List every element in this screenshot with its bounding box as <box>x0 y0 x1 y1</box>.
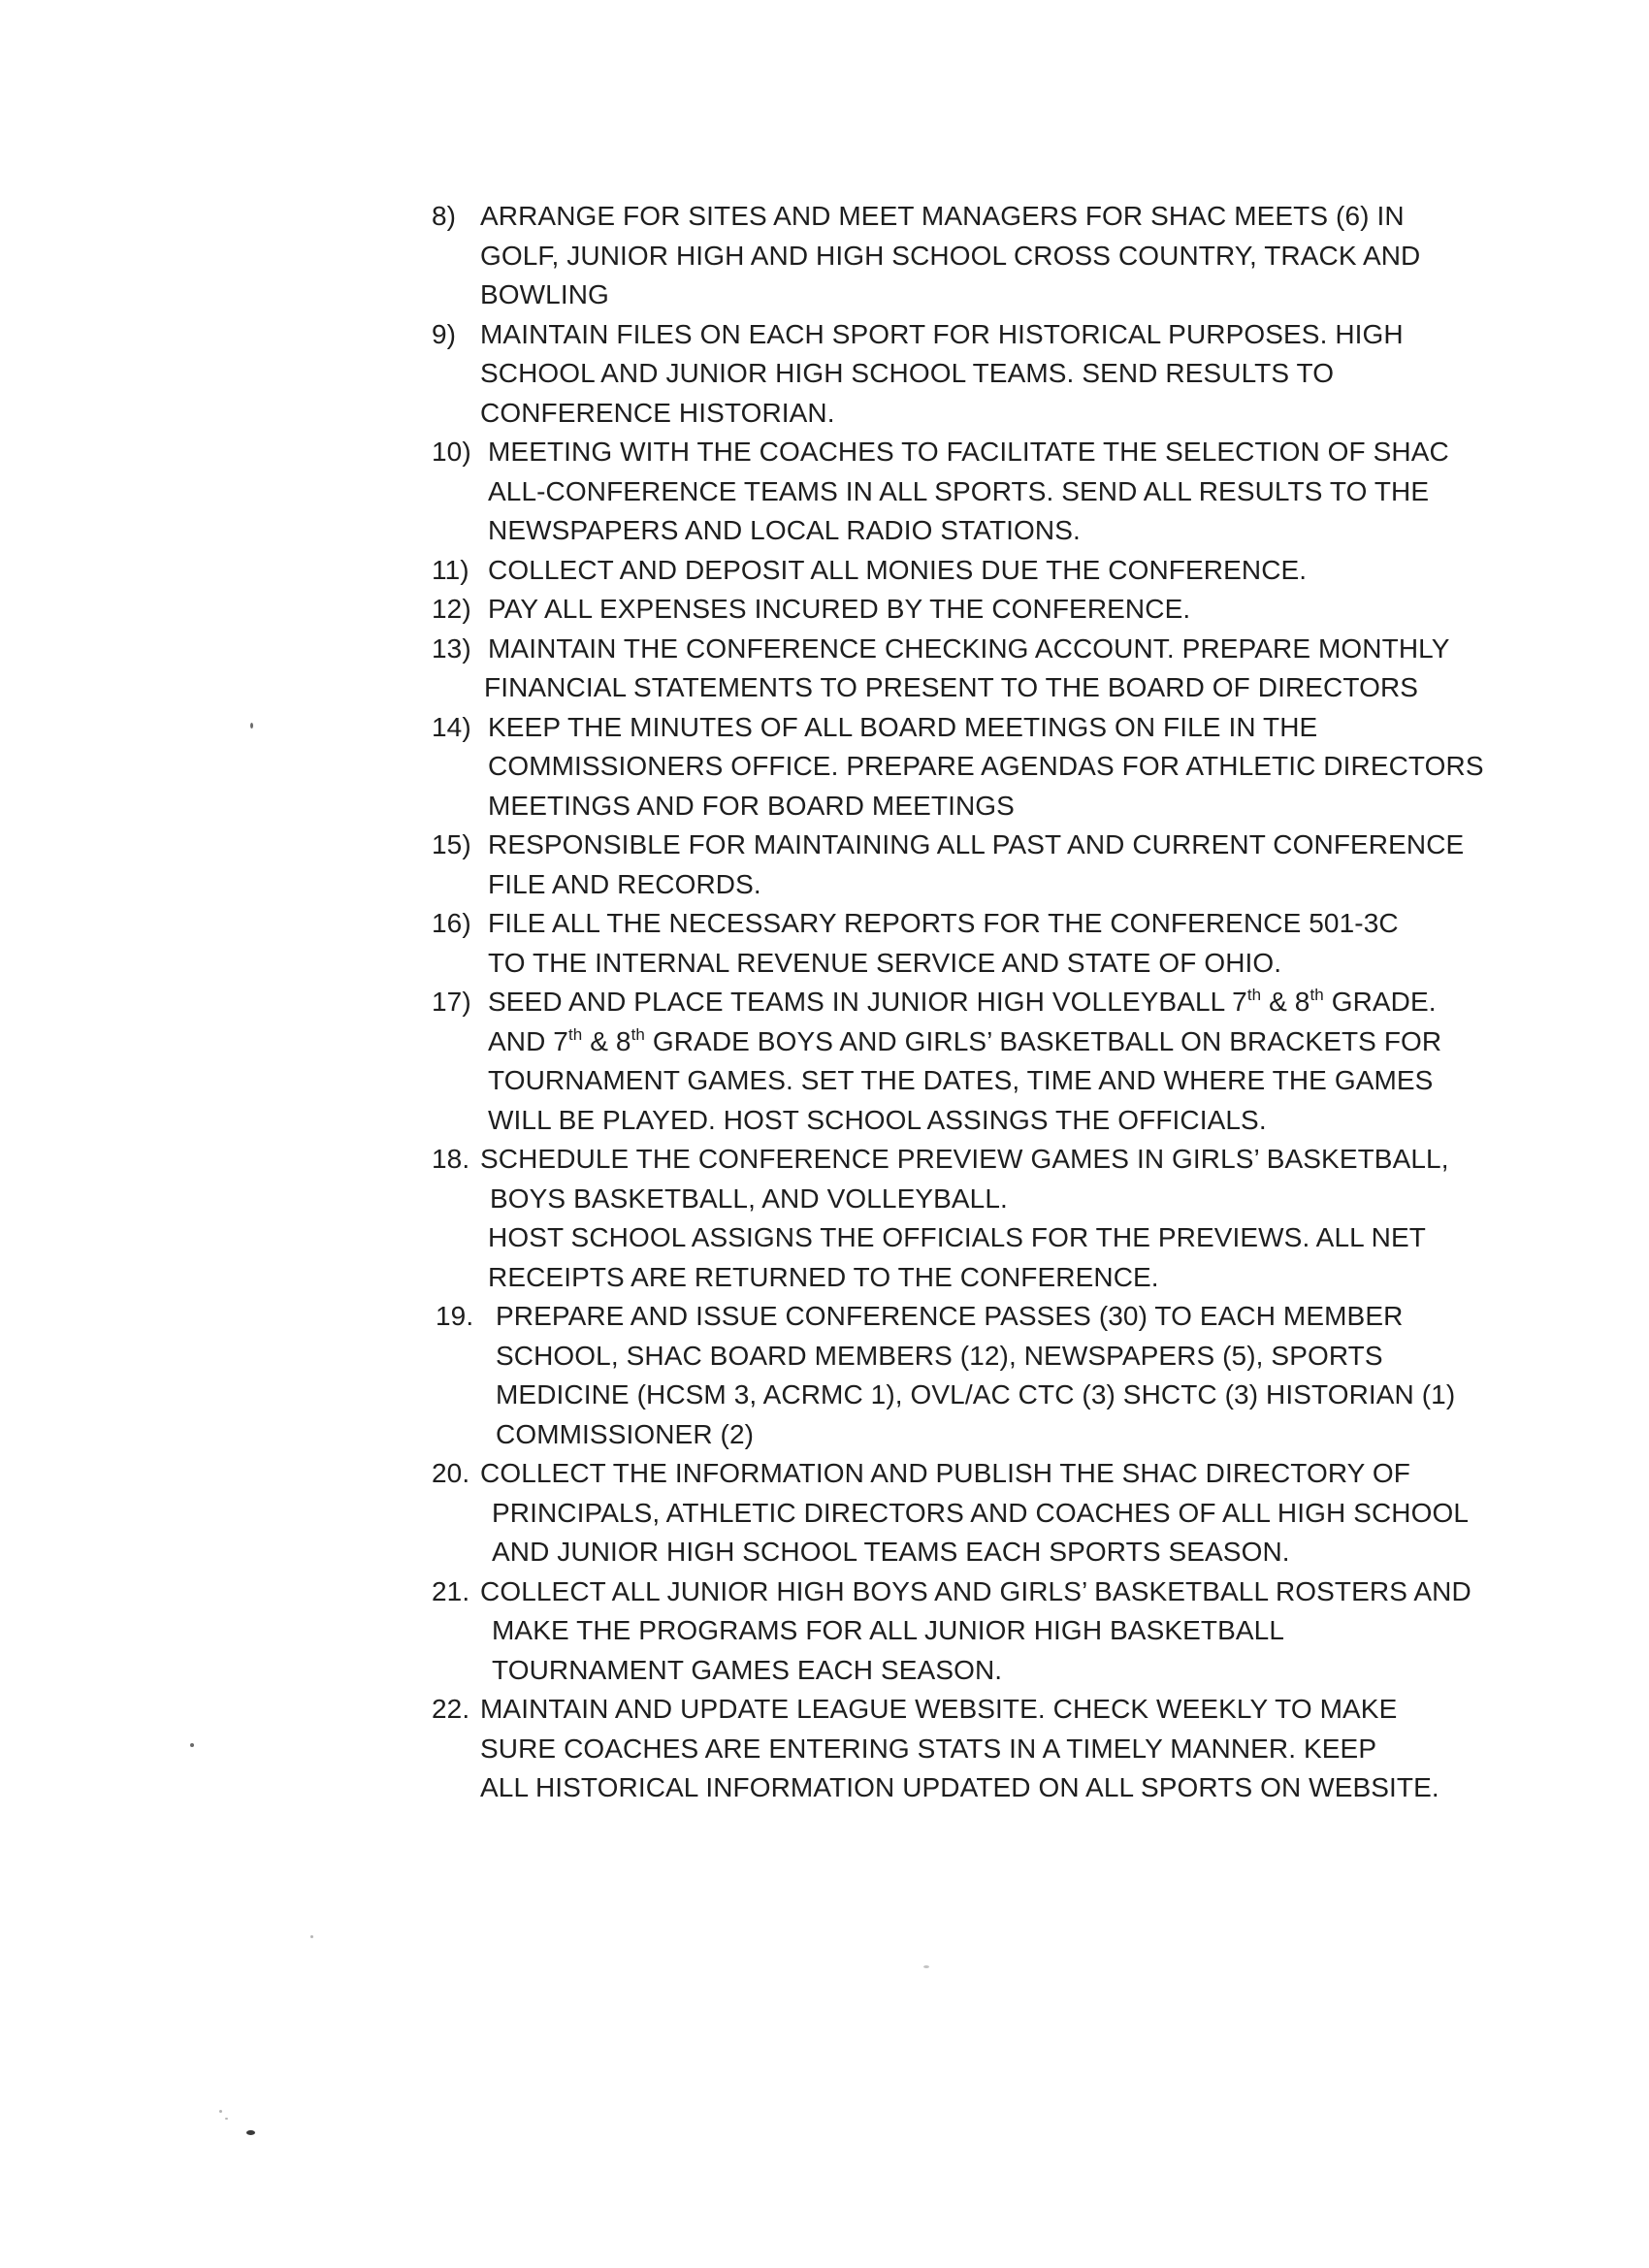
text-line: ALL HISTORICAL INFORMATION UPDATED ON ALL SPORTS ON WEBSITE. <box>480 1772 1439 1802</box>
item-number: 12) <box>432 594 471 624</box>
text-line: RECEIPTS ARE RETURNED TO THE CONFERENCE. <box>488 1261 1159 1292</box>
item-number: 22. <box>432 1694 470 1724</box>
list-item <box>432 1297 1470 1454</box>
ordinal-suffix: th <box>1310 986 1324 1004</box>
item-text <box>488 590 1470 630</box>
list-item <box>432 1690 1470 1808</box>
text-segment: SEED AND PLACE TEAMS IN JUNIOR HIGH VOLLEYBALL 7 <box>488 987 1247 1017</box>
text-line: TOURNAMENT GAMES. SET THE DATES, TIME AND WHERE THE GAMES <box>488 1065 1434 1095</box>
text-line: RESPONSIBLE FOR MAINTAINING ALL PAST AND CURRENT CONFERENCE <box>488 829 1465 859</box>
duty-list <box>432 197 1484 1808</box>
text-line: GOLF, JUNIOR HIGH AND HIGH SCHOOL CROSS COUNTRY, TRACK AND <box>480 240 1421 271</box>
text-line: TOURNAMENT GAMES EACH SEASON. <box>492 1654 1003 1685</box>
item-text <box>488 551 1470 591</box>
text-line: COMMISSIONER (2) <box>496 1418 755 1449</box>
text-line: ARRANGE FOR SITES AND MEET MANAGERS FOR SHAC MEETS (6) IN <box>480 201 1405 231</box>
list-item <box>432 551 1470 591</box>
text-line: SURE COACHES ARE ENTERING STATS IN A TIMELY MANNER. KEEP <box>480 1733 1377 1764</box>
text-line: MAINTAIN FILES ON EACH SPORT FOR HISTORICAL PURPOSES. HIGH <box>480 318 1404 349</box>
list-item <box>432 630 1470 708</box>
scan-speck <box>310 1935 313 1938</box>
scan-speck <box>190 1743 194 1747</box>
item-text <box>480 1140 1470 1297</box>
item-number: 8) <box>432 201 457 231</box>
text-line: PRINCIPALS, ATHLETIC DIRECTORS AND COACHES OF ALL HIGH SCHOOL <box>492 1497 1470 1528</box>
item-text <box>488 826 1470 904</box>
scan-speck <box>250 723 253 729</box>
item-number: 14) <box>432 711 471 742</box>
text-segment: & 8 <box>1261 987 1310 1017</box>
item-number: 17) <box>432 987 471 1017</box>
text-line: SCHEDULE THE CONFERENCE PREVIEW GAMES IN GIRLS’ BASKETBALL, <box>480 1144 1449 1174</box>
text-line <box>488 1022 1470 1062</box>
scan-speck <box>225 2118 228 2120</box>
text-line: FINANCIAL STATEMENTS TO PRESENT TO THE BOARD OF DIRECTORS <box>484 672 1419 702</box>
ordinal-suffix: th <box>630 1024 645 1044</box>
text-line: BOWLING <box>480 279 609 309</box>
text-line: HOST SCHOOL ASSIGNS THE OFFICIALS FOR THE PREVIEWS. ALL NET <box>488 1222 1426 1252</box>
item-text <box>480 1454 1470 1572</box>
text-line: PREPARE AND ISSUE CONFERENCE PASSES (30) TO EACH MEMBER <box>496 1301 1404 1331</box>
text-line: SCHOOL AND JUNIOR HIGH SCHOOL TEAMS. SEND RESULTS TO <box>480 358 1335 388</box>
text-segment: AND 7 <box>488 1025 568 1056</box>
text-segment: GRADE. <box>1323 987 1437 1017</box>
text-line: ALL-CONFERENCE TEAMS IN ALL SPORTS. SEND ALL RESULTS TO THE <box>488 475 1430 506</box>
scan-speck <box>246 2130 255 2135</box>
item-text <box>480 315 1470 434</box>
text-line: MAINTAIN AND UPDATE LEAGUE WEBSITE. CHECK WEEKLY TO MAKE <box>480 1694 1398 1724</box>
list-item <box>432 904 1470 983</box>
text-line: MEETINGS AND FOR BOARD MEETINGS <box>488 790 1015 821</box>
text-line: COLLECT THE INFORMATION AND PUBLISH THE SHAC DIRECTORY OF <box>480 1458 1410 1488</box>
list-item <box>432 1454 1470 1572</box>
list-item <box>432 1572 1470 1691</box>
item-number: 11) <box>432 554 469 585</box>
ordinal-suffix: th <box>567 1024 583 1044</box>
text-line: MAINTAIN THE CONFERENCE CHECKING ACCOUNT. PREPARE MONTHLY <box>488 632 1450 664</box>
item-text <box>480 1690 1470 1808</box>
item-number: 19. <box>436 1301 474 1331</box>
text-line: MAKE THE PROGRAMS FOR ALL JUNIOR HIGH BASKETBALL <box>492 1615 1284 1645</box>
list-item <box>432 1140 1470 1297</box>
text-line: MEETING WITH THE COACHES TO FACILITATE THE SELECTION OF SHAC <box>488 437 1449 467</box>
text-line: FILE AND RECORDS. <box>488 868 761 899</box>
list-item <box>432 433 1470 551</box>
item-number: 10) <box>432 437 471 467</box>
list-item <box>432 708 1484 826</box>
item-text <box>484 630 1470 708</box>
item-text <box>488 708 1484 826</box>
text-line <box>488 983 1470 1022</box>
text-line: COLLECT AND DEPOSIT ALL MONIES DUE THE CONFERENCE. <box>488 554 1308 585</box>
item-text <box>488 983 1470 1140</box>
item-text <box>488 904 1470 983</box>
item-number: 20. <box>432 1458 470 1488</box>
text-line: FILE ALL THE NECESSARY REPORTS FOR THE CONFERENCE 501-3C <box>488 908 1399 938</box>
ordinal-suffix: th <box>1246 986 1262 1004</box>
list-item <box>432 315 1470 434</box>
text-segment: & 8 <box>582 1025 631 1056</box>
text-segment: GRADE BOYS AND GIRLS’ BASKETBALL ON BRACKETS FOR <box>644 1025 1442 1056</box>
list-item <box>432 983 1470 1140</box>
item-text <box>488 433 1470 551</box>
item-number: 18. <box>432 1144 470 1174</box>
scan-speck <box>923 1965 929 1968</box>
text-line: COLLECT ALL JUNIOR HIGH BOYS AND GIRLS’ BASKETBALL ROSTERS AND <box>480 1575 1471 1606</box>
text-line: TO THE INTERNAL REVENUE SERVICE AND STATE OF OHIO. <box>488 947 1282 978</box>
text-line: CONFERENCE HISTORIAN. <box>480 397 835 428</box>
text-line: KEEP THE MINUTES OF ALL BOARD MEETINGS ON FILE IN THE <box>488 711 1318 742</box>
text-line: WILL BE PLAYED. HOST SCHOOL ASSINGS THE OFFICIALS. <box>488 1104 1267 1135</box>
text-line: COMMISSIONERS OFFICE. PREPARE AGENDAS FOR ATHLETIC DIRECTORS <box>488 751 1484 781</box>
text-line: PAY ALL EXPENSES INCURED BY THE CONFERENCE. <box>488 594 1191 624</box>
item-number: 13) <box>432 632 471 664</box>
item-text <box>480 1572 1471 1691</box>
text-line: MEDICINE (HCSM 3, ACRMC 1), OVL/AC CTC (3) SHCTC (3) HISTORIAN (1) <box>496 1379 1456 1409</box>
text-line: AND JUNIOR HIGH SCHOOL TEAMS EACH SPORTS SEASON. <box>492 1537 1290 1567</box>
item-number: 16) <box>432 908 471 938</box>
text-line: SCHOOL, SHAC BOARD MEMBERS (12), NEWSPAPERS (5), SPORTS <box>496 1340 1383 1371</box>
item-number: 15) <box>432 829 471 859</box>
scan-speck <box>219 2110 222 2113</box>
text-line: BOYS BASKETBALL, AND VOLLEYBALL. <box>490 1183 1008 1214</box>
list-item <box>432 197 1470 315</box>
item-text <box>480 197 1470 315</box>
item-number: 9) <box>432 318 457 349</box>
text-line: NEWSPAPERS AND LOCAL RADIO STATIONS. <box>488 515 1081 545</box>
item-text <box>496 1297 1470 1454</box>
item-number: 21. <box>432 1575 470 1606</box>
list-item <box>432 590 1470 630</box>
list-item <box>432 826 1470 904</box>
